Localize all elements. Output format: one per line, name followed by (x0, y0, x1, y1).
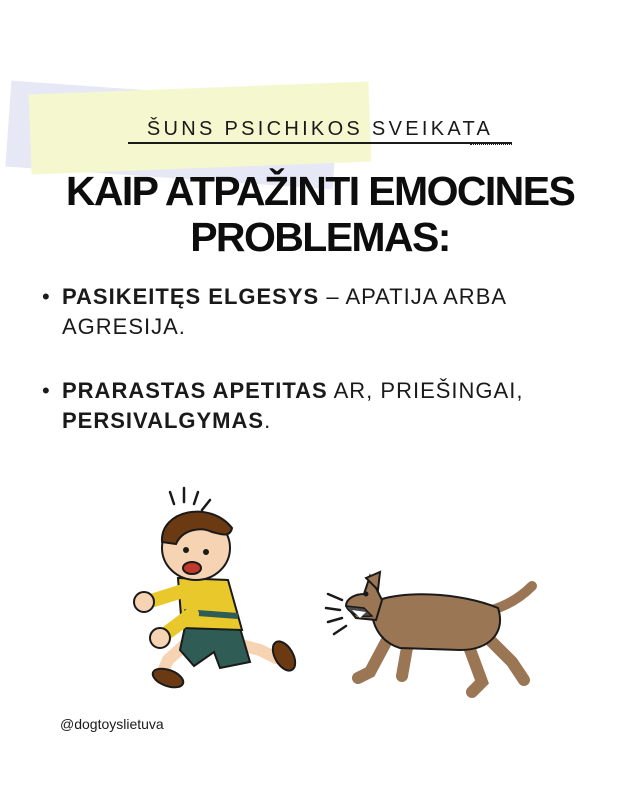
bullet-text: AR, PRIEŠINGAI, (327, 378, 524, 403)
list-item (42, 282, 602, 342)
kicker-dashed-underline (470, 144, 512, 145)
section-kicker: ŠUNS PSICHIKOS SVEIKATA (146, 118, 494, 140)
kicker-underline (128, 142, 512, 144)
bullet-text: – APATIJA ARBA AGRESIJA. (62, 284, 506, 339)
title-line-1: KAIP ATPAŽINTI EMOCINES (65, 168, 575, 214)
list-item (42, 376, 602, 436)
page-title (0, 168, 640, 260)
boy-and-dog-illustration (120, 482, 550, 702)
title-line-2: PROBLEMAS: (190, 214, 450, 260)
social-handle: @dogtoyslietuva (60, 716, 164, 732)
scared-boy-running-icon (134, 488, 300, 691)
bullet-bold: PRARASTAS APETITAS (62, 378, 328, 403)
bullet-bold: PASIKEITĘS ELGESYS (62, 284, 320, 309)
symptom-list (42, 282, 602, 470)
bullet-bold-2: PERSIVALGYMAS (62, 408, 265, 433)
bullet-end: . (264, 408, 272, 433)
barking-dog-icon (326, 572, 532, 692)
